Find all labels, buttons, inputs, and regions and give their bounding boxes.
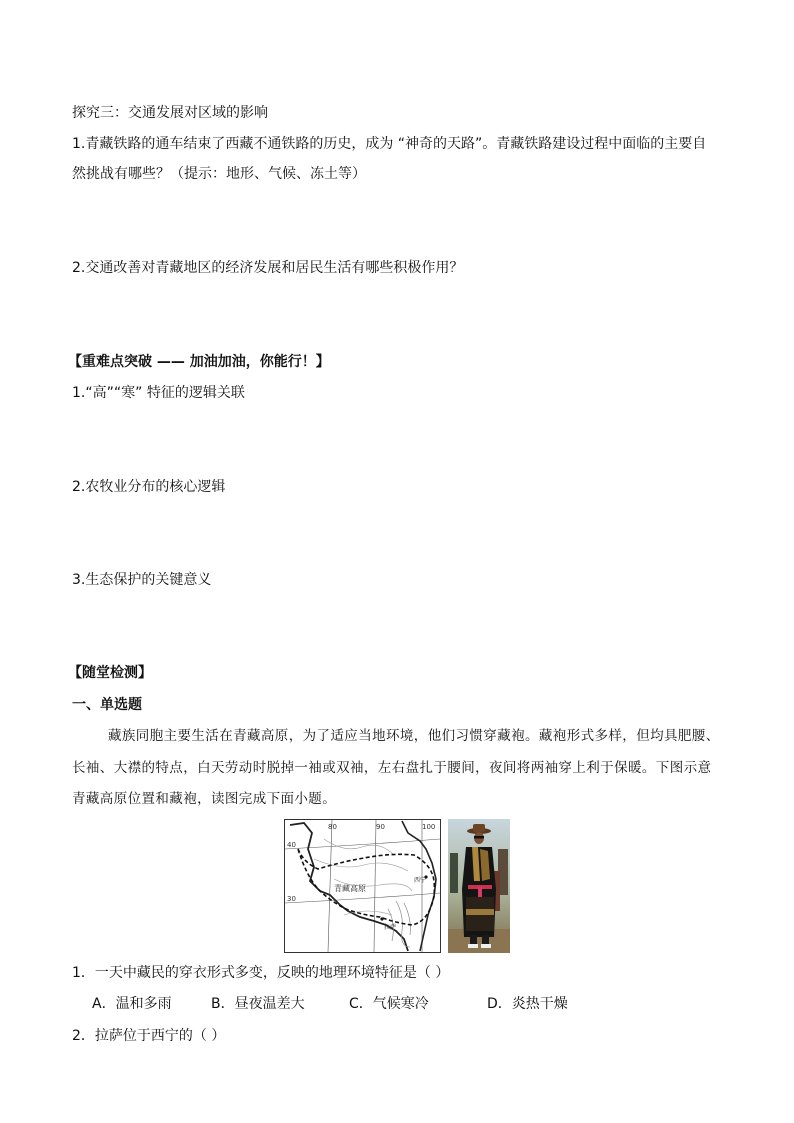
breakthrough-item-3: 3.生态保护的关键意义 [72,572,212,588]
explore-question-1-line-1: 1.青藏铁路的通车结束了西藏不通铁路的历史，成为 “神奇的天路”。青藏铁路建设过程中面临的主要自 [72,136,707,152]
map-region-label: 青藏高原 [334,884,366,893]
question-2-stem: 2．拉萨位于西宁的（ ） [72,1028,226,1044]
map-lon-label: 100 [422,823,436,831]
breakthrough-item-2: 2.农牧业分布的核心逻辑 [72,479,226,495]
explore-question-1-line-2: 然挑战有哪些？（提示：地形、气候、冻土等） [72,166,366,182]
map-lon-label: 80 [328,823,337,831]
question-1-option-b[interactable]: B．昼夜温差大 [211,996,305,1012]
question-1-option-a[interactable]: A．温和多雨 [92,996,172,1012]
tibetan-robe-photo [448,819,510,953]
map-lon-label: 90 [376,823,385,831]
quiz-passage-line-2: 长袖、大襟的特点，白天劳动时脱掉一袖或双袖，左右盘扎于腰间，夜间将两袖穿上利于保暖。下图示意 [72,760,712,776]
question-1-option-d[interactable]: D．炎热干燥 [487,996,568,1012]
breakthrough-item-1: 1.“高”“寒” 特征的逻辑关联 [72,385,245,401]
explore-question-2: 2.交通改善对青藏地区的经济发展和居民生活有哪些积极作用？ [72,260,464,276]
question-1-stem: 1．一天中藏民的穿衣形式多变，反映的地理环境特征是（ ） [72,965,450,981]
question-1-option-c[interactable]: C．气候寒冷 [349,996,429,1012]
quiz-passage-line-1: 藏族同胞主要生活在青藏高原，为了适应当地环境，他们习惯穿藏袍。藏袍形式多样，但均具肥腰、 [108,728,720,744]
map-city-lhasa: 拉萨 [384,924,397,931]
map-lat-label: 40 [287,841,296,849]
quiz-heading: 【随堂检测】 [68,665,152,681]
quiz-section-title: 一、单选题 [72,697,142,713]
breakthrough-heading: 【重难点突破 —— 加油加油，你能行！】 [68,354,330,370]
quiz-passage-line-3: 青藏高原位置和藏袍，读图完成下面小题。 [72,791,337,807]
map-city-xining: 西宁 [414,877,427,884]
explore-heading: 探究三：交通发展对区域的影响 [72,105,268,121]
tibet-plateau-map [284,819,441,953]
map-lat-label: 30 [287,895,296,903]
